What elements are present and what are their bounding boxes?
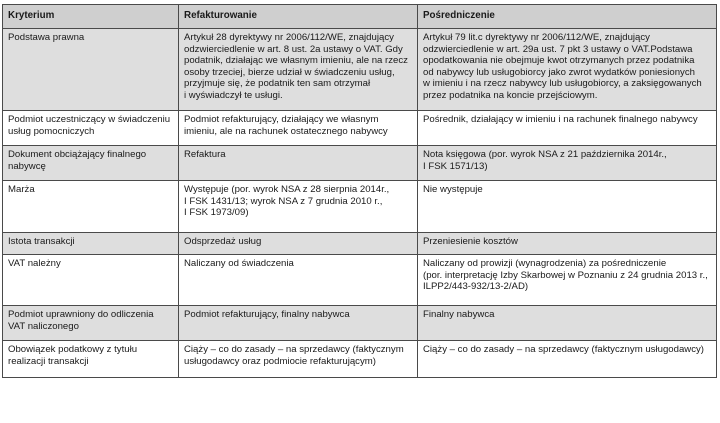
- cell-posredniczenie: [418, 111, 717, 146]
- cell-text-line: Ciąży – co do zasady – na sprzedawcy (faktycznym: [184, 344, 404, 355]
- cell-text-line: Przeniesienie kosztów: [423, 236, 518, 247]
- cell-text-line: Artykuł 28 dyrektywy nr 2006/112/WE, znajdujący: [184, 32, 394, 43]
- cell-refakturowanie: [179, 146, 418, 181]
- cell-kryterium: [3, 233, 179, 255]
- cell-text-line: realizacji transakcji: [8, 355, 89, 367]
- cell-text-line: od nabywcy lub usługobiorcy jako zwrot wydatków poniesionych: [423, 66, 695, 78]
- cell-text-line: Dokument obciążający finalnego: [8, 149, 147, 160]
- header-kryterium: Kryterium: [3, 5, 179, 29]
- cell-text-line: Pośrednik, działający w imieniu i na rachunek finalnego nabywcy: [423, 114, 698, 125]
- cell-text-line: Naliczany od prowizji (wynagrodzenia) za pośredniczenie: [423, 258, 667, 269]
- cell-text-line: VAT naliczonego: [8, 320, 79, 332]
- cell-posredniczenie: [418, 255, 717, 306]
- table-row: [3, 111, 717, 146]
- cell-text-line: VAT należny: [8, 258, 61, 269]
- cell-refakturowanie: [179, 181, 418, 233]
- cell-kryterium: [3, 341, 179, 378]
- cell-text-line: przyjmuje się, że podatnik ten sam otrzymał: [184, 78, 371, 90]
- header-refakturowanie: Refakturowanie: [179, 5, 418, 29]
- cell-text-line: odzwierciedlenie w art. 29a ust. 7 pkt 3 ustawy o VAT.Podstawa: [423, 43, 693, 55]
- cell-text-line: nabywcę: [8, 160, 46, 172]
- table-row: [3, 29, 717, 111]
- cell-text-line: usługodawcy oraz podmiocie refakturującym): [184, 355, 376, 367]
- cell-text-line: opodatkowania nie obejmuje kwot otrzymanych przez podatnika: [423, 55, 695, 67]
- table-row: [3, 341, 717, 378]
- cell-posredniczenie: [418, 306, 717, 341]
- cell-refakturowanie: [179, 341, 418, 378]
- cell-text-line: Nie występuje: [423, 184, 483, 195]
- cell-text-line: Marża: [8, 184, 35, 195]
- cell-text-line: Odsprzedaż usług: [184, 236, 262, 247]
- header-posredniczenie: Pośredniczenie: [418, 5, 717, 29]
- cell-text-line: I FSK 1973/09): [184, 207, 249, 219]
- cell-text-line: Finalny nabywca: [423, 309, 495, 320]
- cell-text-line: I FSK 1571/13): [423, 160, 488, 172]
- cell-text-line: imieniu, ale na rachunek ostatecznego nabywcy: [184, 125, 388, 137]
- cell-text-line: Refaktura: [184, 149, 226, 160]
- cell-text-line: i wyświadczył te usługi.: [184, 89, 283, 101]
- cell-posredniczenie: [418, 29, 717, 111]
- cell-text-line: Nota księgowa (por. wyrok NSA z 21 października 2014r.,: [423, 149, 667, 160]
- cell-refakturowanie: [179, 111, 418, 146]
- cell-posredniczenie: [418, 146, 717, 181]
- cell-text-line: usług pomocniczych: [8, 125, 95, 137]
- cell-text-line: osoby trzeciej, bierze udział w świadczeniu usług,: [184, 66, 395, 78]
- table-row: [3, 181, 717, 233]
- cell-kryterium: [3, 255, 179, 306]
- cell-text-line: Naliczany od świadczenia: [184, 258, 294, 269]
- cell-text-line: Występuje (por. wyrok NSA z 28 sierpnia 2014r.,: [184, 184, 390, 195]
- cell-text-line: Podstawa prawna: [8, 32, 85, 43]
- cell-text-line: Podmiot refakturujący, finalny nabywca: [184, 309, 350, 320]
- cell-text-line: Istota transakcji: [8, 236, 75, 247]
- cell-kryterium: [3, 111, 179, 146]
- cell-text-line: Podmiot refakturujący, działający we własnym: [184, 114, 379, 125]
- cell-text-line: Obowiązek podatkowy z tytułu: [8, 344, 138, 355]
- cell-refakturowanie: [179, 29, 418, 111]
- table-row: [3, 233, 717, 255]
- cell-refakturowanie: [179, 255, 418, 306]
- cell-text-line: ILPP2/443-932/13-2/AD): [423, 281, 529, 293]
- table-row: [3, 255, 717, 306]
- cell-text-line: Podmiot uprawniony do odliczenia: [8, 309, 154, 320]
- cell-refakturowanie: [179, 306, 418, 341]
- table-body: [3, 29, 717, 378]
- comparison-table: [2, 4, 717, 378]
- cell-kryterium: [3, 306, 179, 341]
- cell-text-line: Ciąży – co do zasady – na sprzedawcy (faktycznym usługodawcy): [423, 344, 705, 355]
- cell-text-line: podatnik, działając we własnym imieniu, ale na rzecz: [184, 55, 408, 67]
- cell-text-line: odzwierciedlenie w art. 8 ust. 2a ustawy o VAT. Gdy: [184, 43, 403, 55]
- cell-text-line: przez podatnika na koncie przejściowym.: [423, 89, 598, 101]
- cell-kryterium: [3, 181, 179, 233]
- cell-refakturowanie: [179, 233, 418, 255]
- cell-text-line: Artykuł 79 lit.c dyrektywy nr 2006/112/WE, znajdujący: [423, 32, 650, 43]
- cell-posredniczenie: [418, 341, 717, 378]
- cell-text-line: w imieniu i na rzecz nabywcy lub usługobiorcy, a zaksięgowanych: [423, 78, 702, 90]
- cell-text-line: (por. interpretację Izby Skarbowej w Poznaniu z 24 grudnia 2013 r.,: [423, 269, 708, 281]
- cell-posredniczenie: [418, 233, 717, 255]
- cell-kryterium: [3, 146, 179, 181]
- cell-kryterium: [3, 29, 179, 111]
- cell-text-line: I FSK 1431/13; wyrok NSA z 7 grudnia 2010 r.,: [184, 195, 383, 207]
- table-row: [3, 146, 717, 181]
- cell-text-line: Podmiot uczestniczący w świadczeniu: [8, 114, 171, 125]
- header-row: [3, 5, 717, 29]
- cell-posredniczenie: [418, 181, 717, 233]
- table-row: [3, 306, 717, 341]
